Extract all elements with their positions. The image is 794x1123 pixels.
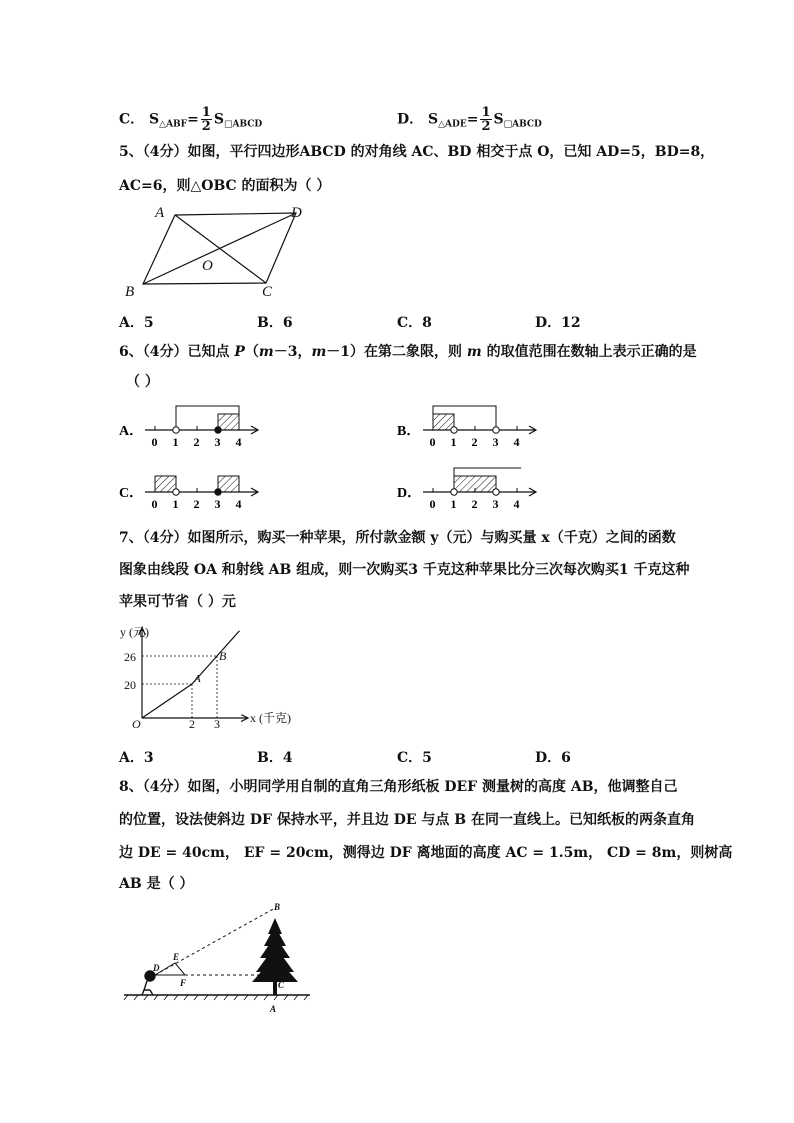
hatched-region <box>218 414 239 430</box>
q8-stem-line4: AB 是（ ） <box>119 876 194 892</box>
fraction-half: $\frac{1}{2}$ <box>481 105 491 134</box>
label-d: D <box>291 205 302 221</box>
q8-stem-line2: 的位置，设法使斜边 DF 保持水平，并且边 DE 与点 B 在同一直线上。已知纸板的两条直角 <box>119 812 695 828</box>
option-letter: D． <box>397 486 422 501</box>
open-point <box>173 489 179 495</box>
q7-option-d: D．6 <box>535 750 571 766</box>
triangle-def <box>155 963 185 975</box>
hatched-region <box>433 414 454 430</box>
label-c: C <box>262 284 273 300</box>
tree <box>252 918 298 995</box>
q4-option-c: C． $S_{\triangle ABF}=$ $\frac{1}{2}$ $S_{□ABCD}$ <box>119 105 263 134</box>
filled-point <box>215 427 221 433</box>
tick-label: 0 <box>151 435 158 449</box>
q6-numberline-a <box>115 404 275 454</box>
tick-label: 0 <box>151 497 158 511</box>
q6-numberline-c <box>115 466 275 516</box>
open-point <box>451 489 457 495</box>
q7-option-c: C．5 <box>397 750 432 766</box>
filled-point <box>215 489 221 495</box>
q6-numberline-d <box>393 466 553 516</box>
q5-option-a: A．5 <box>119 315 154 331</box>
label-e: E <box>173 952 180 962</box>
tick-label: 1 <box>172 435 179 449</box>
q6-stem-line2: （ ） <box>126 374 159 390</box>
q7-function-graph <box>118 622 308 734</box>
tick-label: 2 <box>471 497 478 511</box>
x-tick-3: 3 <box>214 717 220 731</box>
x-axis-label: x (千克) <box>250 711 291 725</box>
q5-option-c: C．8 <box>397 315 432 331</box>
diagonal-ac <box>175 215 266 283</box>
q4-option-d: D． $S_{\triangle ADE}=$ $\frac{1}{2}$ $S_{□ABCD}$ <box>397 105 542 134</box>
q6-numberline-b <box>393 404 553 454</box>
tick-label: 2 <box>193 435 200 449</box>
q8-stem-line3: 边 DE = 40cm， EF = 20cm，测得边 DF 离地面的高度 AC = 1.5m， CD = 8m，则树高 <box>119 845 733 861</box>
hatched-region <box>454 476 496 492</box>
point-a-label: A <box>194 673 201 685</box>
hatched-region-left <box>155 476 176 492</box>
tick-label: 4 <box>235 435 242 449</box>
diagonal-bd <box>143 213 296 284</box>
option-letter: A． <box>119 424 144 439</box>
open-point <box>493 427 499 433</box>
tick-label: 4 <box>513 497 520 511</box>
tick-label: 1 <box>172 497 179 511</box>
label-b: B <box>125 284 135 300</box>
segment-oa <box>142 684 192 718</box>
tick-label: 1 <box>450 435 457 449</box>
origin-label: O <box>132 717 141 731</box>
y-tick-26: 26 <box>124 650 136 664</box>
q7-option-b: B．4 <box>257 750 293 766</box>
q7-stem-line3: 苹果可节省（ ）元 <box>119 594 236 610</box>
sight-line-db <box>155 908 275 975</box>
label-a: A <box>270 1004 277 1014</box>
q8-tree-figure <box>120 900 320 1020</box>
q5-option-d: D．12 <box>535 315 581 331</box>
option-letter: C． <box>119 486 144 501</box>
label-o: O <box>202 258 213 274</box>
tick-label: 0 <box>429 435 436 449</box>
open-point <box>173 427 179 433</box>
tick-label: 3 <box>214 435 221 449</box>
tick-label: 4 <box>513 435 520 449</box>
open-point <box>451 427 457 433</box>
tick-label: 4 <box>235 497 242 511</box>
y-tick-20: 20 <box>124 678 136 692</box>
q7-stem-line1: 7、（4分）如图所示，购买一种苹果，所付款金额 y（元）与购买量 x（千克）之间的函数 <box>119 530 676 546</box>
q5-stem-line1: 5、（4分）如图，平行四边形ABCD 的对角线 AC、BD 相交于点 O，已知 AD=5，BD=8， <box>119 144 715 160</box>
q5-stem-line2: AC=6，则△OBC 的面积为（ ） <box>119 178 331 194</box>
tick-label: 3 <box>214 497 221 511</box>
tick-label: 0 <box>429 497 436 511</box>
q6-stem-line1: 6、（4分）已知点 P（m－3，m－1）在第二象限，则 m 的取值范围在数轴上表示正确的是 <box>119 344 697 360</box>
hatched-region <box>218 476 239 492</box>
q7-stem-line2: 图象由线段 OA 和射线 AB 组成，则一次购买3 千克这种苹果比分三次每次购买1 千克这种 <box>119 562 690 578</box>
person <box>142 971 155 995</box>
x-tick-2: 2 <box>189 717 195 731</box>
fraction-half: $\frac{1}{2}$ <box>201 105 211 134</box>
tick-label: 2 <box>471 435 478 449</box>
tick-label: 1 <box>450 497 457 511</box>
tick-label: 3 <box>492 497 499 511</box>
open-point <box>493 489 499 495</box>
q8-stem-line1: 8、（4分）如图，小明同学用自制的直角三角形纸板 DEF 测量树的高度 AB，他调整自己 <box>119 779 678 795</box>
point-b-label: B <box>219 648 227 663</box>
label-c: C <box>278 980 285 990</box>
tick-label: 3 <box>492 435 499 449</box>
label-d: D <box>153 963 160 973</box>
q5-parallelogram-figure <box>118 198 318 300</box>
label-b: B <box>274 902 281 912</box>
tick-label: 2 <box>193 497 200 511</box>
option-letter: B． <box>397 424 421 439</box>
label-a: A <box>155 205 165 221</box>
q5-option-b: B．6 <box>257 315 293 331</box>
label-f: F <box>180 978 187 988</box>
y-axis-label: y (元) <box>120 625 149 639</box>
q7-option-a: A．3 <box>119 750 154 766</box>
